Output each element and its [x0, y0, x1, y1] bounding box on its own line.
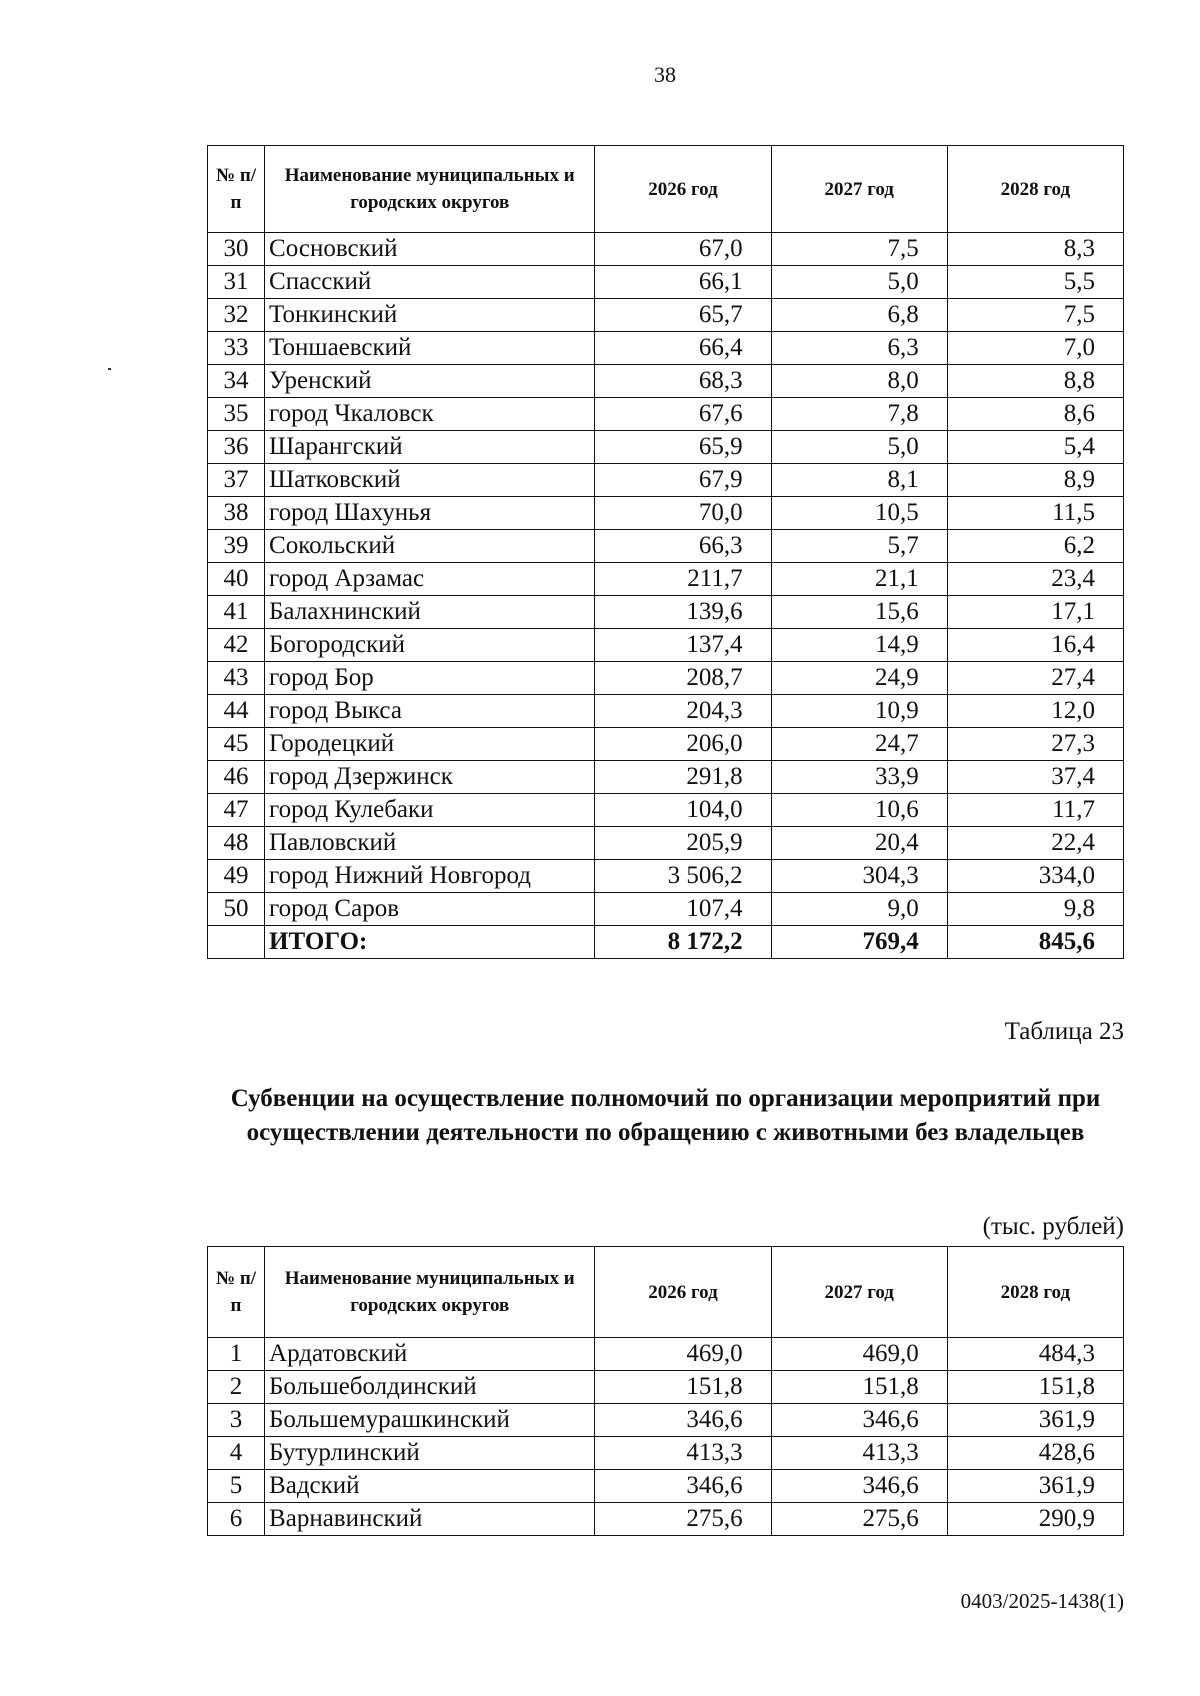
table-caption: Таблица 23	[1004, 1018, 1124, 1045]
value-2027: 15,6	[771, 596, 947, 629]
value-2027: 24,7	[771, 728, 947, 761]
header-year-2027: 2027 год	[771, 1247, 947, 1338]
table-row	[208, 563, 1124, 596]
value-2028: 27,3	[947, 728, 1123, 761]
district-name: Сокольский	[265, 530, 595, 563]
value-2028: 9,8	[947, 893, 1123, 926]
table-header-row	[208, 1247, 1124, 1338]
units-label: (тыс. рублей)	[982, 1213, 1124, 1240]
value-2027: 10,9	[771, 695, 947, 728]
row-number: 40	[208, 563, 265, 596]
table-row	[208, 1404, 1124, 1437]
row-number: 44	[208, 695, 265, 728]
table-row	[208, 332, 1124, 365]
value-2026: 104,0	[595, 794, 771, 827]
value-2028: 8,3	[947, 233, 1123, 266]
district-name: город Дзержинск	[265, 761, 595, 794]
row-number: 49	[208, 860, 265, 893]
row-number: 38	[208, 497, 265, 530]
table-row	[208, 1371, 1124, 1404]
table-row	[208, 860, 1124, 893]
value-2028: 8,8	[947, 365, 1123, 398]
row-number: 43	[208, 662, 265, 695]
subsidy-table-continued	[207, 145, 1124, 959]
header-year-2026: 2026 год	[595, 146, 771, 233]
table-body	[208, 233, 1124, 959]
value-2026: 67,6	[595, 398, 771, 431]
value-2026: 8 172,2	[595, 926, 771, 959]
animal-subvention-table	[207, 1246, 1124, 1536]
row-number: 48	[208, 827, 265, 860]
value-2028: 23,4	[947, 563, 1123, 596]
value-2026: 67,9	[595, 464, 771, 497]
district-name: Бутурлинский	[265, 1437, 595, 1470]
value-2027: 9,0	[771, 893, 947, 926]
table-row	[208, 1338, 1124, 1371]
value-2027: 6,8	[771, 299, 947, 332]
value-2027: 21,1	[771, 563, 947, 596]
value-2028: 7,0	[947, 332, 1123, 365]
table-row	[208, 1503, 1124, 1536]
value-2026: 66,1	[595, 266, 771, 299]
row-number	[208, 926, 265, 959]
value-2026: 205,9	[595, 827, 771, 860]
row-number: 46	[208, 761, 265, 794]
value-2027: 151,8	[771, 1371, 947, 1404]
value-2027: 10,6	[771, 794, 947, 827]
value-2027: 275,6	[771, 1503, 947, 1536]
value-2027: 8,1	[771, 464, 947, 497]
value-2027: 5,0	[771, 266, 947, 299]
value-2027: 769,4	[771, 926, 947, 959]
table-row	[208, 695, 1124, 728]
table-row	[208, 662, 1124, 695]
district-name: Шатковский	[265, 464, 595, 497]
district-name: Спасский	[265, 266, 595, 299]
table-row	[208, 761, 1124, 794]
row-number: 39	[208, 530, 265, 563]
value-2028: 428,6	[947, 1437, 1123, 1470]
table-title: Субвенции на осуществление полномочий по организации мероприятий при осуществлении деятельности по обращению с животными без владельцев	[230, 1085, 1101, 1146]
row-number: 31	[208, 266, 265, 299]
table-row	[208, 431, 1124, 464]
value-2026: 208,7	[595, 662, 771, 695]
table-row	[208, 299, 1124, 332]
district-name: Балахнинский	[265, 596, 595, 629]
table-row	[208, 1437, 1124, 1470]
page-number: 38	[654, 62, 676, 87]
value-2027: 346,6	[771, 1404, 947, 1437]
value-2028: 484,3	[947, 1338, 1123, 1371]
district-name: город Выкса	[265, 695, 595, 728]
row-number: 33	[208, 332, 265, 365]
value-2026: 139,6	[595, 596, 771, 629]
value-2026: 67,0	[595, 233, 771, 266]
district-name: Варнавинский	[265, 1503, 595, 1536]
row-number: 50	[208, 893, 265, 926]
value-2028: 11,5	[947, 497, 1123, 530]
district-name: город Шахунья	[265, 497, 595, 530]
table-row	[208, 629, 1124, 662]
table-row	[208, 365, 1124, 398]
value-2028: 27,4	[947, 662, 1123, 695]
district-name: Уренский	[265, 365, 595, 398]
row-number: 6	[208, 1503, 265, 1536]
district-name: город Саров	[265, 893, 595, 926]
value-2028: 12,0	[947, 695, 1123, 728]
district-name: город Чкаловск	[265, 398, 595, 431]
district-name: город Нижний Новгород	[265, 860, 595, 893]
row-number: 42	[208, 629, 265, 662]
value-2027: 20,4	[771, 827, 947, 860]
value-2028: 22,4	[947, 827, 1123, 860]
value-2028: 7,5	[947, 299, 1123, 332]
value-2028: 5,5	[947, 266, 1123, 299]
value-2027: 413,3	[771, 1437, 947, 1470]
row-number: 4	[208, 1437, 265, 1470]
table-row	[208, 1470, 1124, 1503]
document-id: 0403/2025-1438(1)	[960, 1589, 1124, 1613]
value-2028: 17,1	[947, 596, 1123, 629]
row-number: 37	[208, 464, 265, 497]
value-2028: 6,2	[947, 530, 1123, 563]
table-header-row	[208, 146, 1124, 233]
table-body	[208, 1338, 1124, 1536]
header-district-name: Наименование муниципальных и городских округов	[265, 1247, 595, 1338]
row-number: 1	[208, 1338, 265, 1371]
value-2027: 5,0	[771, 431, 947, 464]
value-2026: 275,6	[595, 1503, 771, 1536]
value-2028: 290,9	[947, 1503, 1123, 1536]
header-year-2026: 2026 год	[595, 1247, 771, 1338]
value-2026: 65,7	[595, 299, 771, 332]
district-name: город Бор	[265, 662, 595, 695]
value-2027: 24,9	[771, 662, 947, 695]
value-2026: 65,9	[595, 431, 771, 464]
value-2028: 37,4	[947, 761, 1123, 794]
district-name: Павловский	[265, 827, 595, 860]
row-number: 3	[208, 1404, 265, 1437]
value-2026: 70,0	[595, 497, 771, 530]
value-2028: 151,8	[947, 1371, 1123, 1404]
value-2028: 845,6	[947, 926, 1123, 959]
value-2027: 10,5	[771, 497, 947, 530]
row-number: 2	[208, 1371, 265, 1404]
district-name: Сосновский	[265, 233, 595, 266]
value-2026: 66,3	[595, 530, 771, 563]
value-2028: 16,4	[947, 629, 1123, 662]
district-name: Тонкинский	[265, 299, 595, 332]
value-2027: 304,3	[771, 860, 947, 893]
value-2027: 8,0	[771, 365, 947, 398]
value-2028: 8,9	[947, 464, 1123, 497]
value-2026: 206,0	[595, 728, 771, 761]
total-row	[208, 926, 1124, 959]
header-number: № п/п	[208, 146, 265, 233]
value-2026: 204,3	[595, 695, 771, 728]
stray-mark	[108, 368, 111, 370]
value-2026: 413,3	[595, 1437, 771, 1470]
row-number: 41	[208, 596, 265, 629]
value-2027: 14,9	[771, 629, 947, 662]
header-year-2027: 2027 год	[771, 146, 947, 233]
header-district-name: Наименование муниципальных и городских округов	[265, 146, 595, 233]
district-name: Богородский	[265, 629, 595, 662]
value-2028: 5,4	[947, 431, 1123, 464]
value-2026: 3 506,2	[595, 860, 771, 893]
table-row	[208, 266, 1124, 299]
district-name: Большемурашкинский	[265, 1404, 595, 1437]
value-2028: 11,7	[947, 794, 1123, 827]
value-2027: 346,6	[771, 1470, 947, 1503]
value-2026: 291,8	[595, 761, 771, 794]
row-number: 5	[208, 1470, 265, 1503]
district-name: Городецкий	[265, 728, 595, 761]
value-2026: 211,7	[595, 563, 771, 596]
value-2028: 361,9	[947, 1470, 1123, 1503]
value-2026: 137,4	[595, 629, 771, 662]
value-2027: 33,9	[771, 761, 947, 794]
value-2028: 8,6	[947, 398, 1123, 431]
value-2028: 334,0	[947, 860, 1123, 893]
row-number: 30	[208, 233, 265, 266]
table-row	[208, 398, 1124, 431]
district-name: Большеболдинский	[265, 1371, 595, 1404]
row-number: 35	[208, 398, 265, 431]
value-2026: 346,6	[595, 1470, 771, 1503]
value-2028: 361,9	[947, 1404, 1123, 1437]
row-number: 45	[208, 728, 265, 761]
value-2026: 107,4	[595, 893, 771, 926]
table-row	[208, 827, 1124, 860]
value-2027: 469,0	[771, 1338, 947, 1371]
value-2026: 68,3	[595, 365, 771, 398]
value-2027: 5,7	[771, 530, 947, 563]
value-2027: 6,3	[771, 332, 947, 365]
header-year-2028: 2028 год	[947, 146, 1123, 233]
value-2026: 346,6	[595, 1404, 771, 1437]
table-row	[208, 233, 1124, 266]
row-number: 36	[208, 431, 265, 464]
table-row	[208, 530, 1124, 563]
district-name: Тоншаевский	[265, 332, 595, 365]
header-number: № п/п	[208, 1247, 265, 1338]
row-number: 32	[208, 299, 265, 332]
table-row	[208, 596, 1124, 629]
value-2027: 7,8	[771, 398, 947, 431]
district-name: город Арзамас	[265, 563, 595, 596]
value-2026: 66,4	[595, 332, 771, 365]
value-2026: 151,8	[595, 1371, 771, 1404]
district-name: Ардатовский	[265, 1338, 595, 1371]
row-number: 34	[208, 365, 265, 398]
table-row	[208, 728, 1124, 761]
value-2027: 7,5	[771, 233, 947, 266]
table-row	[208, 497, 1124, 530]
row-number: 47	[208, 794, 265, 827]
district-name: город Кулебаки	[265, 794, 595, 827]
value-2026: 469,0	[595, 1338, 771, 1371]
table-row	[208, 464, 1124, 497]
table-row	[208, 794, 1124, 827]
header-year-2028: 2028 год	[947, 1247, 1123, 1338]
table-row	[208, 893, 1124, 926]
district-name: Шарангский	[265, 431, 595, 464]
district-name: Вадский	[265, 1470, 595, 1503]
district-name: ИТОГО:	[265, 926, 595, 959]
